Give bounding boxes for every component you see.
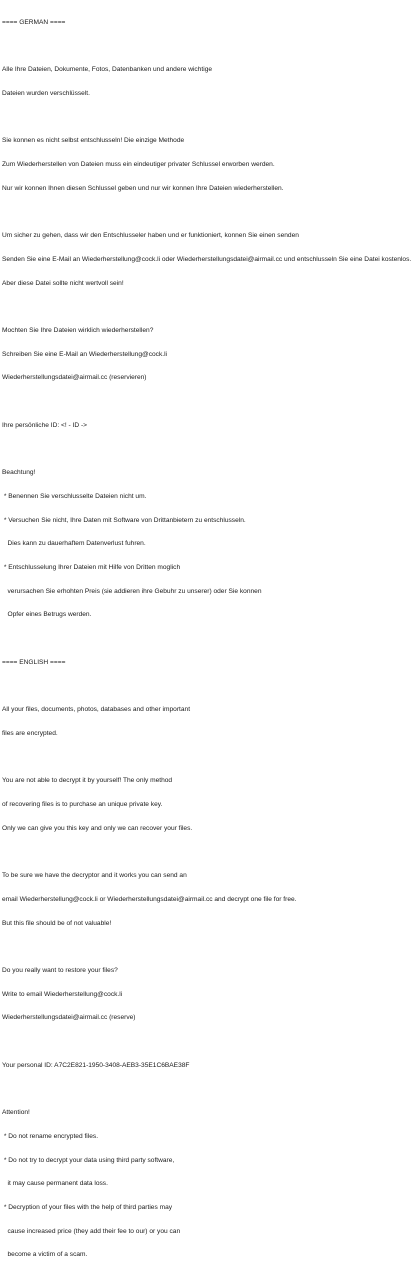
blank-line xyxy=(2,43,416,51)
blank-line xyxy=(2,848,416,856)
german-paragraph-line: Aber diese Datei sollte nicht wertvoll sein! xyxy=(2,279,124,287)
english-paragraph-line: But this file should be of not valuable! xyxy=(2,919,112,927)
english-paragraph-line: You are not able to decrypt it by yourself! The only method xyxy=(2,777,173,785)
german-paragraph-line: Senden Sie eine E-Mail an Wiederherstellung@cock.li oder Wiederherstellungsdatei@airmail.cc und entschlusseln Sie eine Datei kostenlos. xyxy=(2,255,412,263)
german-paragraph-line: Nur wir konnen Ihnen diesen Schlussel geben und nur wir konnen Ihre Dateien wiederherstellen. xyxy=(2,184,284,192)
english-intro-line: All your files, documents, photos, databases and other important xyxy=(2,706,191,714)
english-paragraph-line: Write to email Wiederherstellung@cock.li xyxy=(2,990,123,998)
english-warning-line: cause increased price (they add their fee to our) or you can xyxy=(2,1227,181,1235)
blank-line xyxy=(2,303,416,311)
german-warning-line: * Benennen Sie verschlusselte Dateien nicht um. xyxy=(2,492,147,500)
english-warning-line: * Do not try to decrypt your data using third party software, xyxy=(2,1156,175,1164)
german-intro-line: Alle Ihre Dateien, Dokumente, Fotos, Datenbanken und andere wichtige xyxy=(2,66,213,74)
german-warning-line: Opfer eines Betrugs werden. xyxy=(2,611,92,619)
blank-line xyxy=(2,635,416,643)
english-paragraph-line: Wiederherstellungsdatei@airmail.cc (reserve) xyxy=(2,1014,136,1022)
german-attention-heading: Beachtung! xyxy=(2,469,36,477)
blank-line xyxy=(2,208,416,216)
blank-line xyxy=(2,754,416,762)
blank-line xyxy=(2,445,416,453)
english-paragraph-line: Do you really want to restore your files? xyxy=(2,966,118,974)
german-paragraph-line: Zum Wiederherstellen von Dateien muss ein eindeutiger privater Schlussel erworben werden. xyxy=(2,161,275,169)
english-warning-line: * Decryption of your files with the help of third parties may xyxy=(2,1203,173,1211)
english-paragraph-line: of recovering files is to purchase an unique private key. xyxy=(2,801,163,809)
english-warning-line: * Do not rename encrypted files. xyxy=(2,1132,99,1140)
german-warning-line: * Entschlusselung Ihrer Dateien mit Hilfe von Dritten moglich xyxy=(2,563,181,571)
german-paragraph-line: Mochten Sie Ihre Dateien wirklich wiederherstellen? xyxy=(2,326,154,334)
english-paragraph-line: To be sure we have the decryptor and it works you can send an xyxy=(2,872,187,880)
english-warning-line: become a victim of a scam. xyxy=(2,1251,88,1259)
blank-line xyxy=(2,943,416,951)
english-paragraph-line: email Wiederherstellung@cock.li or Wiederherstellungsdatei@airmail.cc and decrypt one file for free. xyxy=(2,895,297,903)
english-warning-line: it may cause permanent data loss. xyxy=(2,1180,108,1188)
blank-line xyxy=(2,114,416,122)
german-warning-line: * Versuchen Sie nicht, Ihre Daten mit Software von Drittanbietern zu entschlusseln. xyxy=(2,516,246,524)
english-paragraph-line: Only we can give you this key and only we can recover your files. xyxy=(2,824,193,832)
blank-line xyxy=(2,683,416,691)
german-paragraph-line: Wiederherstellungsdatei@airmail.cc (reservieren) xyxy=(2,374,147,382)
german-personal-id: Ihre persönliche ID: <! - ID -> xyxy=(2,421,88,429)
german-warning-line: verursachen Sie erhohten Preis (sie addieren ihre Gebuhr zu unserer) oder Sie konnen xyxy=(2,587,262,595)
german-warning-line: Dies kann zu dauerhaftem Datenverlust fuhren. xyxy=(2,540,146,548)
german-paragraph-line: Schreiben Sie eine E-Mail an Wiederherstellung@cock.li xyxy=(2,350,168,358)
german-intro-line: Dateien wurden verschlüsselt. xyxy=(2,89,90,97)
german-header: ==== GERMAN ==== xyxy=(2,18,66,26)
blank-line xyxy=(2,398,416,406)
german-paragraph-line: Um sicher zu gehen, dass wir den Entschlusseler haben und er funktioniert, konnen Sie einen senden xyxy=(2,232,299,240)
english-personal-id: Your personal ID: A7C2E821-1950-3408-AEB3-35E1C6BAE38F xyxy=(2,1061,190,1069)
blank-line xyxy=(2,1085,416,1093)
english-attention-heading: Attention! xyxy=(2,1109,30,1117)
german-paragraph-line: Sie konnen es nicht selbst entschlusseln! Die einzige Methode xyxy=(2,137,185,145)
blank-line xyxy=(2,1038,416,1046)
english-header: ==== ENGLISH ==== xyxy=(2,658,66,666)
english-intro-line: files are encrypted. xyxy=(2,729,58,737)
